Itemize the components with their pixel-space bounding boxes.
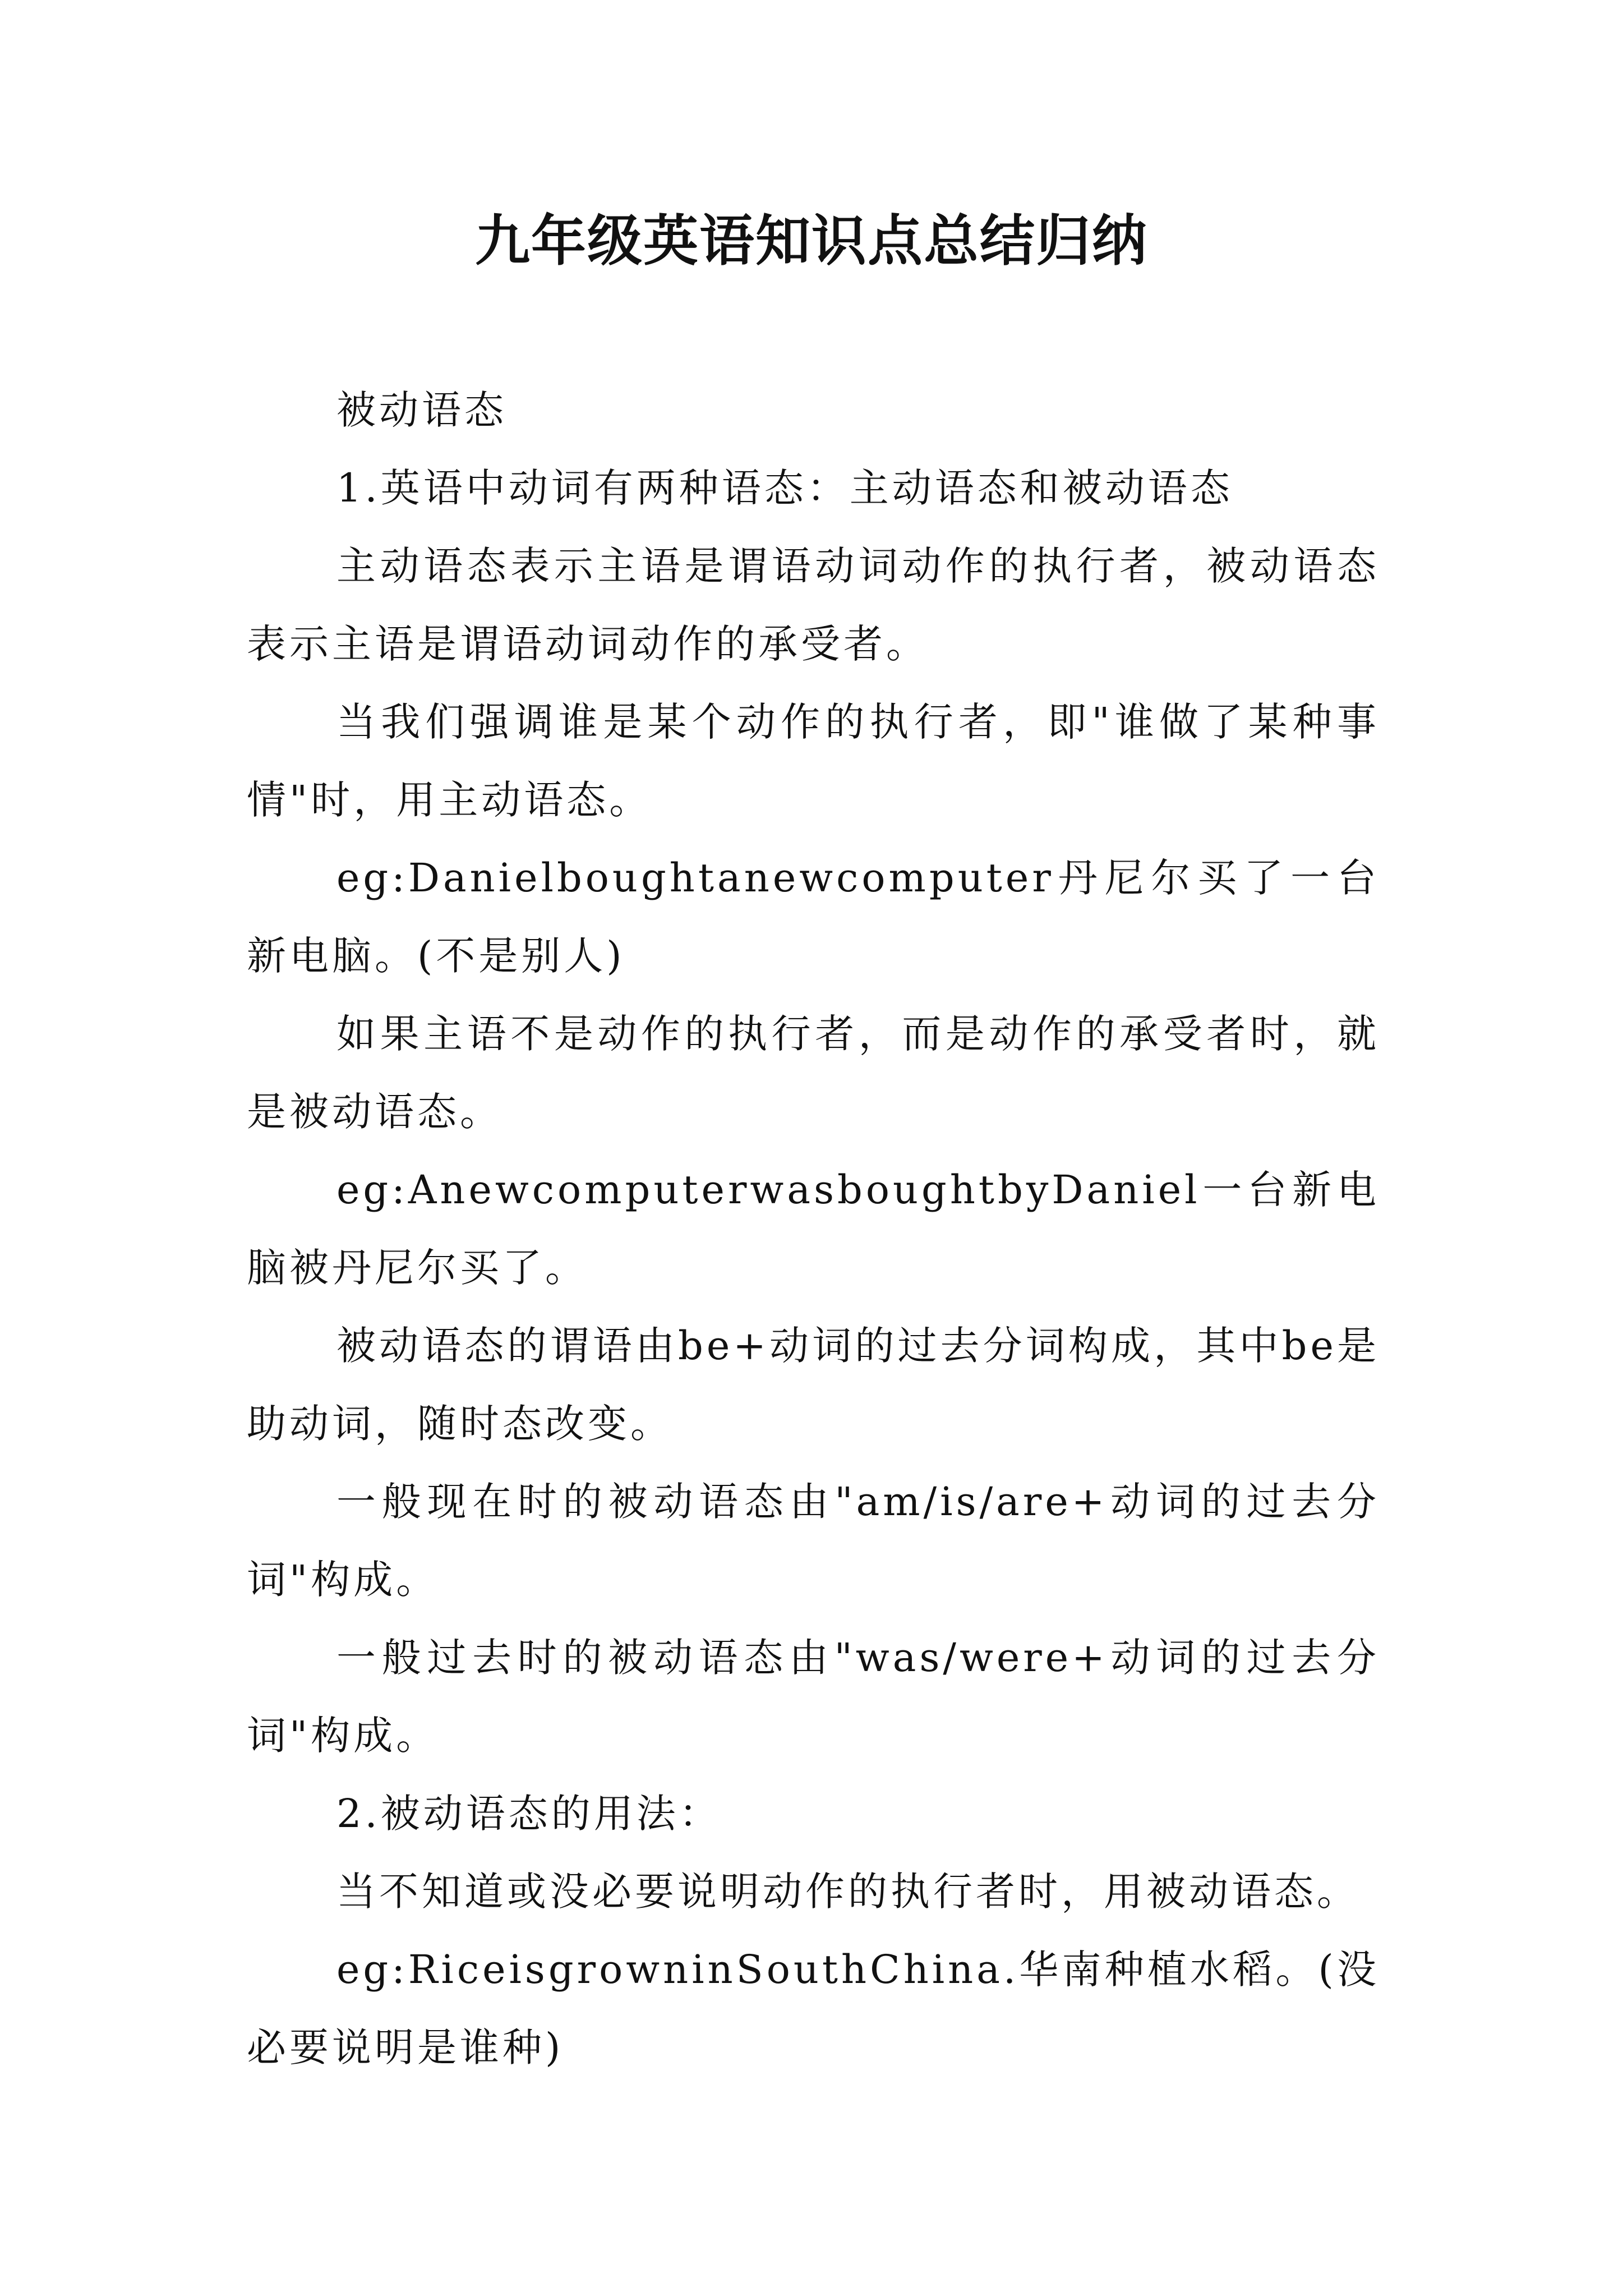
example-rice-sentence: eg:RiceisgrowninSouthChina.华南种植水稻。(没必要说明是谁种) [247,1947,1380,2070]
paragraph-passive-usage: 如果主语不是动作的执行者，而是动作的承受者时，就是被动语态。 [247,1011,1380,1135]
paragraph-voice-definition: 主动语态表示主语是谓语动词动作的执行者，被动语态表示主语是谓语动词动作的承受者。 [247,543,1380,667]
document-title: 九年级英语知识点总结归纳 [474,209,1148,273]
paragraph-simple-past-passive: 一般过去时的被动语态由"was/were+动词的过去分词"构成。 [247,1635,1380,1759]
example-passive-sentence: eg:AnewcomputerwasboughtbyDaniel一台新电脑被丹尼尔买了。 [247,1167,1380,1291]
section-heading-passive-usage: 2.被动语态的用法： [336,1791,722,1837]
document-body [247,371,1380,2087]
paragraph-simple-present-passive: 一般现在时的被动语态由"am/is/are+动词的过去分词"构成。 [247,1479,1380,1603]
paragraph-two-voices: 1.英语中动词有两种语态：主动语态和被动语态 [336,465,1233,511]
paragraph-passive-structure: 被动语态的谓语由be+动词的过去分词构成，其中be是助动词，随时态改变。 [247,1323,1380,1447]
paragraph-active-usage: 当我们强调谁是某个动作的执行者，即"谁做了某种事情"时，用主动语态。 [247,699,1380,823]
section-heading-passive-voice: 被动语态 [336,387,507,433]
example-active-sentence: eg:Danielboughtanewcomputer丹尼尔买了一台新电脑。(不是别人) [247,855,1380,979]
paragraph-unknown-agent: 当不知道或没必要说明动作的执行者时，用被动语态。 [336,1869,1359,1915]
